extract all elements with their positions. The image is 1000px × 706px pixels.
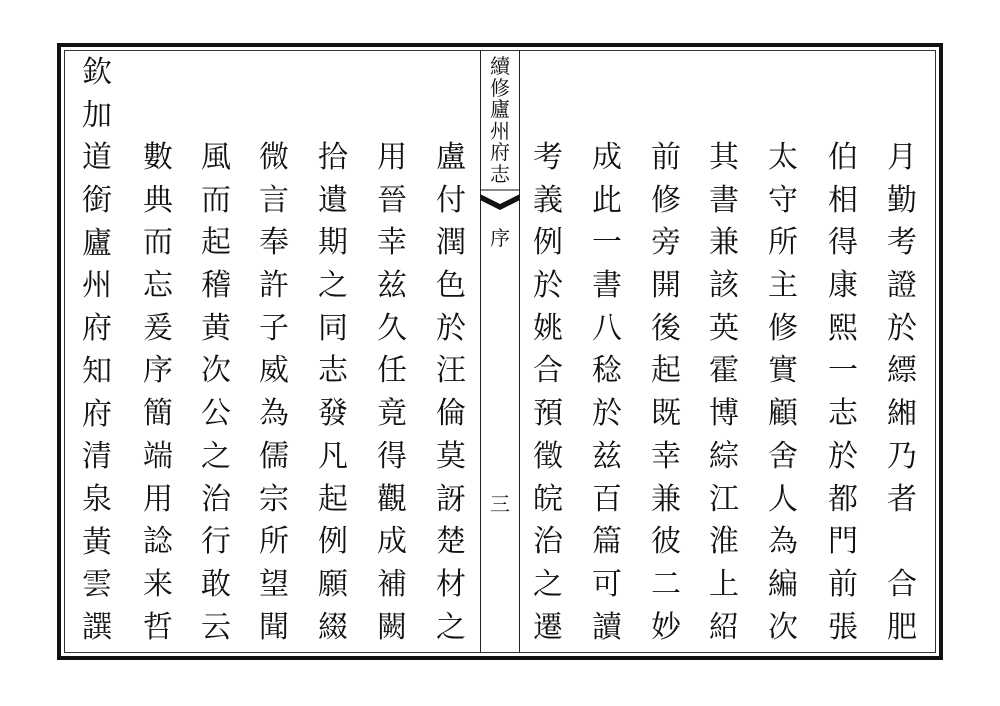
- book-title-char: 修: [490, 75, 510, 100]
- glyph: 肥: [887, 609, 917, 645]
- glyph: 簡: [143, 396, 173, 432]
- glyph: 此: [592, 182, 622, 218]
- glyph: 二: [651, 566, 681, 602]
- text-column: [768, 140, 798, 655]
- glyph: 黄: [201, 310, 231, 346]
- glyph: 合: [887, 566, 917, 602]
- glyph: 起: [651, 353, 681, 389]
- glyph: 稔: [592, 353, 622, 389]
- glyph: 發: [318, 396, 348, 432]
- book-title: [480, 56, 520, 186]
- glyph: 上: [709, 566, 739, 602]
- glyph: 者: [887, 481, 917, 517]
- text-column: [592, 140, 622, 655]
- glyph: 次: [201, 353, 231, 389]
- glyph: 相: [828, 182, 858, 218]
- glyph: 宗: [259, 481, 289, 517]
- glyph: 八: [592, 310, 622, 346]
- glyph: 行: [201, 524, 231, 560]
- text-column: [377, 140, 407, 655]
- glyph: 成: [592, 140, 622, 175]
- glyph: 来: [143, 566, 173, 602]
- glyph: 開: [651, 268, 681, 304]
- glyph: 熙: [828, 310, 858, 346]
- glyph: 兼: [709, 225, 739, 261]
- glyph: 幸: [377, 225, 407, 261]
- glyph: 所: [259, 524, 289, 560]
- glyph: 英: [709, 310, 739, 346]
- book-title-char: 府: [490, 140, 510, 165]
- glyph: 訝: [436, 481, 466, 517]
- glyph: 盧: [436, 140, 466, 175]
- glyph: 縹: [887, 353, 917, 389]
- glyph: 奉: [259, 225, 289, 261]
- glyph: 拾: [318, 140, 348, 175]
- glyph: 彼: [651, 524, 681, 560]
- glyph: 張: [828, 609, 858, 645]
- glyph: 紹: [709, 609, 739, 645]
- glyph: 而: [201, 182, 231, 218]
- fishtail-mark-icon: [480, 188, 520, 218]
- glyph: 子: [259, 310, 289, 346]
- glyph: 得: [828, 225, 858, 261]
- glyph: 兹: [592, 438, 622, 474]
- glyph: 付: [436, 182, 466, 218]
- glyph: 修: [768, 310, 798, 346]
- glyph: 爰: [143, 310, 173, 346]
- glyph: 竟: [377, 396, 407, 432]
- glyph: 起: [201, 225, 231, 261]
- glyph: 一: [828, 353, 858, 389]
- glyph: 人: [768, 481, 798, 517]
- glyph: 其: [709, 140, 739, 175]
- glyph: 敢: [201, 566, 231, 602]
- glyph: 色: [436, 268, 466, 304]
- glyph: 莫: [436, 438, 466, 474]
- glyph: 遷: [533, 609, 563, 645]
- glyph: 欽: [82, 55, 112, 90]
- glyph: 例: [318, 524, 348, 560]
- glyph: 太: [768, 140, 798, 175]
- glyph: 潤: [436, 225, 466, 261]
- glyph: 綴: [318, 609, 348, 645]
- glyph: 任: [377, 353, 407, 389]
- glyph: 為: [768, 524, 798, 560]
- glyph: 幸: [651, 438, 681, 474]
- book-title-char: 廬: [490, 97, 510, 122]
- glyph: 楚: [436, 524, 466, 560]
- glyph: 成: [377, 524, 407, 560]
- glyph: 守: [768, 182, 798, 218]
- glyph: 而: [143, 225, 173, 261]
- glyph: 用: [377, 140, 407, 175]
- glyph: 前: [651, 140, 681, 175]
- page-number: 三: [490, 492, 510, 516]
- glyph: 倫: [436, 396, 466, 432]
- glyph: 起: [318, 481, 348, 517]
- glyph: 得: [377, 438, 407, 474]
- text-column: [887, 140, 917, 655]
- glyph: 言: [259, 182, 289, 218]
- glyph: 同: [318, 310, 348, 346]
- section-label: 序: [490, 226, 510, 250]
- glyph: 主: [768, 268, 798, 304]
- text-column: [143, 140, 173, 655]
- glyph: 後: [651, 310, 681, 346]
- glyph: 數: [143, 140, 173, 175]
- glyph: 舍: [768, 438, 798, 474]
- glyph: 編: [768, 566, 798, 602]
- glyph: 霍: [709, 353, 739, 389]
- glyph: 諗: [143, 524, 173, 560]
- book-title-char: 續: [490, 54, 510, 78]
- glyph: 皖: [533, 481, 563, 517]
- text-column: [828, 140, 858, 655]
- glyph: 材: [436, 566, 466, 602]
- glyph: 稽: [201, 268, 231, 304]
- text-column: [318, 140, 348, 655]
- glyph: 志: [828, 396, 858, 432]
- glyph: 加: [82, 97, 112, 133]
- glyph: 都: [828, 481, 858, 517]
- glyph: 於: [887, 310, 917, 346]
- glyph: 凡: [318, 438, 348, 474]
- glyph: 黃: [82, 524, 112, 560]
- glyph: 可: [592, 566, 622, 602]
- glyph: 書: [709, 182, 739, 218]
- glyph: 許: [259, 268, 289, 304]
- text-column: [82, 55, 112, 656]
- text-column: [709, 140, 739, 655]
- glyph: 知: [82, 353, 112, 389]
- glyph: 銜: [82, 183, 112, 219]
- glyph: 證: [887, 268, 917, 304]
- glyph: 清: [82, 439, 112, 475]
- glyph: 篇: [592, 524, 622, 560]
- text-column: [651, 140, 681, 655]
- glyph: 康: [828, 268, 858, 304]
- glyph: 既: [651, 396, 681, 432]
- glyph: 考: [533, 140, 563, 175]
- glyph: 於: [828, 438, 858, 474]
- glyph: 於: [592, 396, 622, 432]
- glyph: 譔: [82, 609, 112, 645]
- glyph: 治: [533, 524, 563, 560]
- glyph: 該: [709, 268, 739, 304]
- glyph: 府: [82, 396, 112, 432]
- glyph: 前: [828, 566, 858, 602]
- glyph: 合: [533, 353, 563, 389]
- glyph: 序: [143, 353, 173, 389]
- glyph: 泉: [82, 481, 112, 517]
- glyph: 徵: [533, 438, 563, 474]
- text-column: [436, 140, 466, 655]
- glyph: 所: [768, 225, 798, 261]
- glyph: 伯: [828, 140, 858, 175]
- glyph: 月: [887, 140, 917, 175]
- glyph: 端: [143, 438, 173, 474]
- glyph: 例: [533, 225, 563, 261]
- glyph: 雲: [82, 567, 112, 603]
- glyph: 志: [318, 353, 348, 389]
- glyph: 聞: [259, 609, 289, 645]
- glyph: 典: [143, 182, 173, 218]
- glyph: 晉: [377, 182, 407, 218]
- glyph: 久: [377, 310, 407, 346]
- glyph: 之: [201, 438, 231, 474]
- glyph: 觀: [377, 481, 407, 517]
- glyph: 乃: [887, 438, 917, 474]
- glyph: 義: [533, 182, 563, 218]
- book-title-char: 志: [490, 161, 510, 186]
- glyph: 勤: [887, 182, 917, 218]
- glyph: 願: [318, 566, 348, 602]
- glyph: 於: [533, 268, 563, 304]
- glyph: 之: [533, 566, 563, 602]
- glyph: 一: [592, 225, 622, 261]
- glyph: 期: [318, 225, 348, 261]
- glyph: 公: [201, 396, 231, 432]
- glyph: 州: [82, 268, 112, 304]
- glyph: 妙: [651, 609, 681, 645]
- glyph: 哲: [143, 609, 173, 645]
- glyph: 之: [436, 609, 466, 645]
- glyph: 儒: [259, 438, 289, 474]
- glyph: 淮: [709, 524, 739, 560]
- glyph: 江: [709, 481, 739, 517]
- glyph: 治: [201, 481, 231, 517]
- book-title-char: 州: [490, 118, 510, 143]
- text-column: [533, 140, 563, 655]
- glyph: 緗: [887, 396, 917, 432]
- glyph: 綜: [709, 438, 739, 474]
- glyph: 補: [377, 566, 407, 602]
- glyph: 望: [259, 566, 289, 602]
- glyph: 闕: [377, 609, 407, 645]
- text-column: [259, 140, 289, 655]
- glyph: 預: [533, 396, 563, 432]
- glyph: 府: [82, 311, 112, 347]
- glyph: 實: [768, 353, 798, 389]
- glyph: 書: [592, 268, 622, 304]
- glyph: 博: [709, 396, 739, 432]
- glyph: 次: [768, 609, 798, 645]
- glyph: 為: [259, 396, 289, 432]
- glyph: 旁: [651, 225, 681, 261]
- glyph: 威: [259, 353, 289, 389]
- glyph: 兹: [377, 268, 407, 304]
- glyph: 道: [82, 140, 112, 176]
- glyph: 讀: [592, 609, 622, 645]
- glyph: 用: [143, 481, 173, 517]
- glyph: 顧: [768, 396, 798, 432]
- glyph: 汪: [436, 353, 466, 389]
- glyph: 遺: [318, 182, 348, 218]
- glyph: 於: [436, 310, 466, 346]
- glyph: 百: [592, 481, 622, 517]
- glyph: 廬: [82, 225, 112, 261]
- glyph: 忘: [143, 268, 173, 304]
- glyph: 兼: [651, 481, 681, 517]
- glyph: 考: [887, 225, 917, 261]
- glyph: 微: [259, 140, 289, 175]
- glyph: 修: [651, 182, 681, 218]
- glyph: 風: [201, 140, 231, 175]
- glyph: 姚: [533, 310, 563, 346]
- text-column: [201, 140, 231, 655]
- glyph: 門: [828, 524, 858, 560]
- glyph: 之: [318, 268, 348, 304]
- glyph: 云: [201, 609, 231, 645]
